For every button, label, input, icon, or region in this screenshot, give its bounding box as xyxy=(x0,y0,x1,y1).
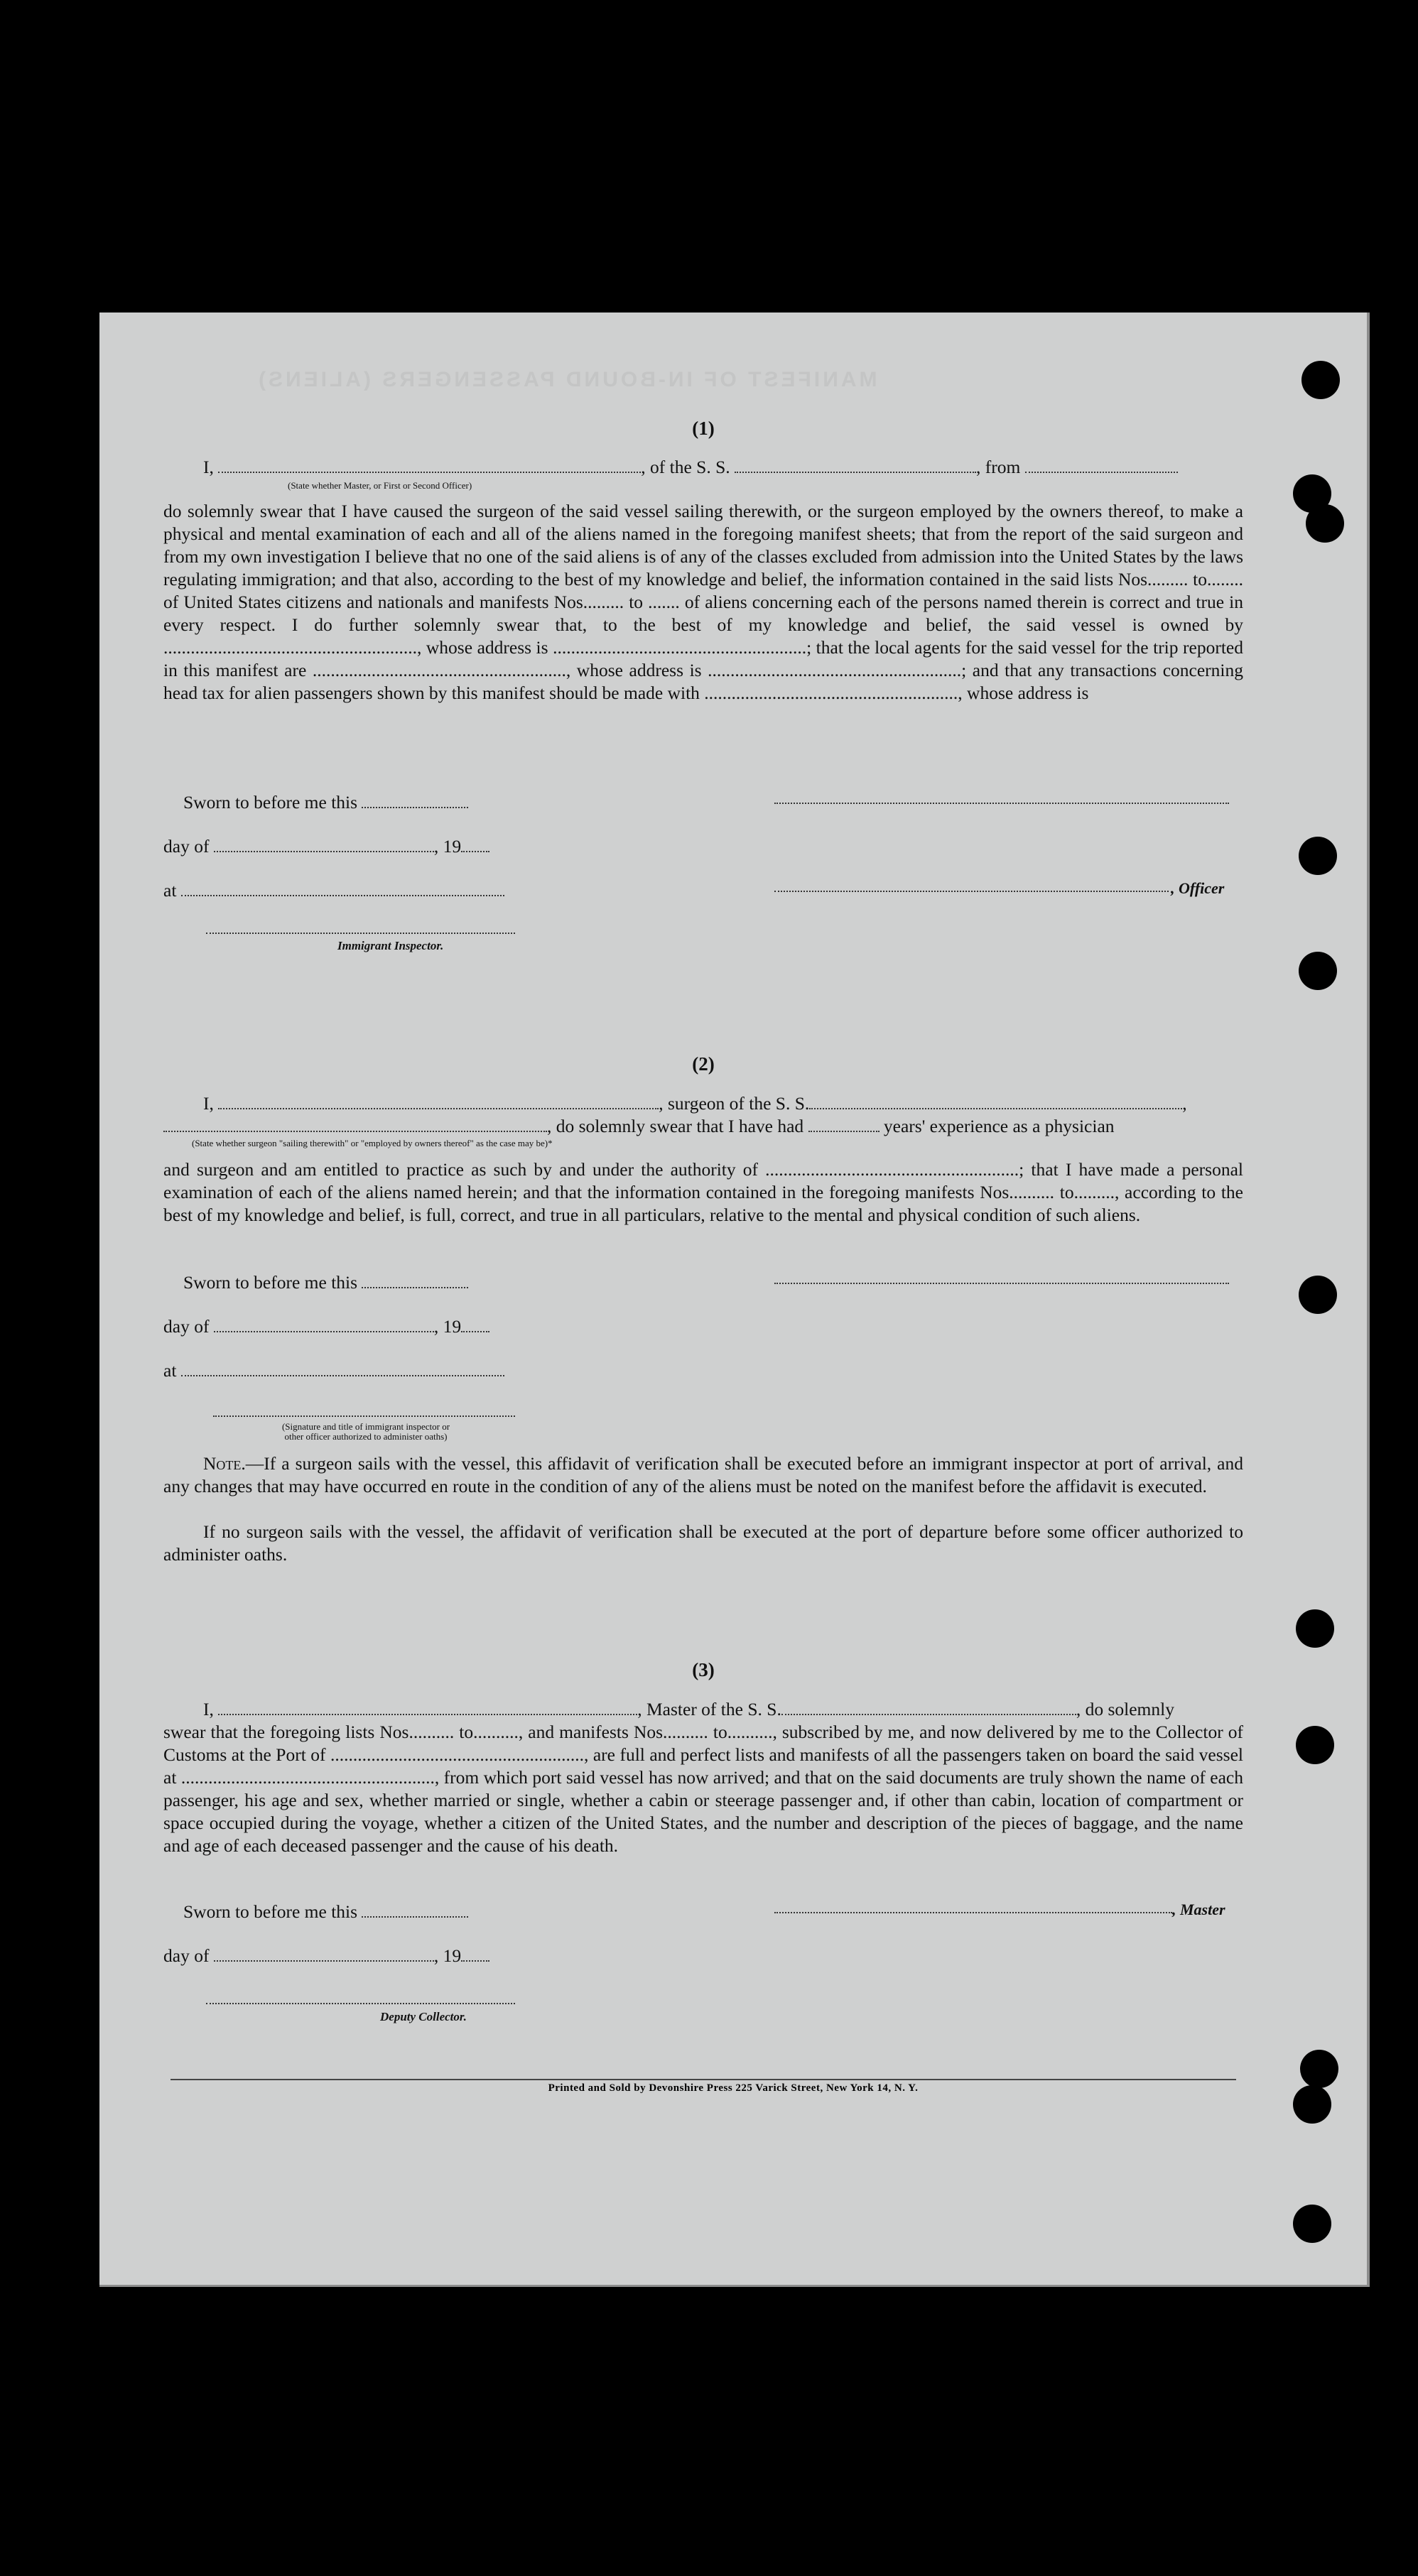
section-2-number: (2) xyxy=(692,1053,715,1075)
form-page xyxy=(99,313,1370,2287)
punch-hole xyxy=(1299,952,1337,990)
deputy-collector-caption: Deputy Collector. xyxy=(380,2010,467,2023)
punch-hole xyxy=(1300,2050,1338,2088)
footer-rule xyxy=(171,2079,1236,2080)
sworn-day-blank-1[interactable] xyxy=(362,793,468,808)
section-2-line-1: I, , surgeon of the S. S. , xyxy=(203,1093,1187,1114)
month-blank-1[interactable] xyxy=(214,837,434,852)
years-experience-blank[interactable] xyxy=(808,1116,880,1132)
section-1-oath-text: do solemnly swear that I have caused the surgeon of the said vessel sailing therewith, or the surgeon employed by the owners thereof, to make a physical and mental examination of each and all of the aliens named in the foregoing manifest sheets; that from the report of the said surgeon and from my own investigation I believe that no one of the said aliens is of any of the classes excluded from admission into the United States by the laws regulating immigration; and that also, according to the best of my knowledge and belief, the information contained in the said lists Nos......... to........ of United States citizens and nationals and manifests Nos......... to ....... of aliens concerning each of the persons named therein is correct and true in every respect. I do further solemnly swear that, to the best of my knowledge and belief, the said vessel is owned by ........................................................, whose address is ........................................................; that the local agents for the said vessel for the trip reported in this manifest are ........................................................, whose address is ........................................................; and that any transactions concerning head tax for alien passengers shown by this manifest should be made with ........................................................, whose address is xyxy=(163,501,1243,703)
officer-title-blank[interactable] xyxy=(218,457,641,473)
section-1-title-note: (State whether Master, or First or Second Officer) xyxy=(288,480,472,491)
month-blank-3[interactable] xyxy=(214,1946,434,1962)
officer-signature-line-1[interactable] xyxy=(774,803,1229,804)
surgeon-status-blank[interactable] xyxy=(163,1116,547,1132)
section-2-sworn: Sworn to before me this xyxy=(163,1271,468,1294)
section-2-day-of: day of , 19 xyxy=(163,1315,489,1338)
surgeon-signature-line[interactable] xyxy=(774,1283,1229,1284)
officer-signature-line-2[interactable] xyxy=(774,891,1169,892)
punch-hole xyxy=(1299,837,1337,875)
master-name-blank[interactable] xyxy=(218,1700,637,1715)
of-the-ss-label: , of the S. S. xyxy=(641,457,730,477)
punch-hole xyxy=(1293,2205,1331,2243)
signature-note-line-1: (Signature and title of immigrant inspector or xyxy=(281,1421,450,1432)
section-2-line-2: , do solemnly swear that I have had years' experience as a physician xyxy=(163,1115,1243,1138)
section-3-sworn: Sworn to before me this xyxy=(163,1901,468,1923)
sworn-day-blank-3[interactable] xyxy=(362,1902,468,1918)
bleed-through-header: MANIFEST OF IN-BOUND PASSENGERS (ALIENS) xyxy=(256,368,877,391)
signature-note-line-2: other officer authorized to administer oaths) xyxy=(284,1431,448,1442)
section-3-day-of: day of , 19 xyxy=(163,1945,489,1967)
printer-imprint: Printed and Sold by Devonshire Press 225 Varick Street, New York 14, N. Y. xyxy=(548,2082,919,2094)
section-1-sworn: Sworn to before me this xyxy=(163,791,468,814)
punch-hole xyxy=(1296,1609,1334,1648)
place-blank-1[interactable] xyxy=(181,881,504,896)
place-blank-2[interactable] xyxy=(181,1361,504,1376)
authorized-officer-signature-line[interactable] xyxy=(213,1415,515,1417)
sworn-day-blank-2[interactable] xyxy=(362,1273,468,1288)
officer-label: , Officer xyxy=(1171,879,1225,897)
month-blank-2[interactable] xyxy=(214,1317,434,1332)
section-3-oath-text: swear that the foregoing lists Nos.......... to.........., and manifests Nos.......... to.........., subscribed by me, and now delivered by me to the Collector of Customs at the Port of ........................................................, are full and perfect lists and manifests of all the passengers taken on board the said vessel at ........................................................, from which port said vessel has now arrived; and that on the said documents are truly shown the name of each passenger, his age and sex, whether married or single, whether a cabin or steerage passenger and, if other than cabin, location of compartment or space occupied during the voyage, whether a citizen of the United States, and the number and description of the pieces of baggage, and the name and age of each deceased passenger and the cause of his death. xyxy=(163,1722,1243,1856)
surgeon-vessel-blank[interactable] xyxy=(809,1094,1182,1109)
surgeon-note xyxy=(163,1452,1243,1498)
note-label: Note. xyxy=(203,1453,246,1474)
section-3-number: (3) xyxy=(692,1659,715,1680)
master-vessel-blank[interactable] xyxy=(781,1700,1076,1715)
section-1-number: (1) xyxy=(692,418,715,439)
section-2-at: at xyxy=(163,1359,504,1382)
punch-hole xyxy=(1299,1276,1337,1314)
inspector-signature-line[interactable] xyxy=(206,933,515,934)
immigrant-inspector-caption: Immigrant Inspector. xyxy=(337,939,444,952)
punch-hole xyxy=(1301,361,1340,399)
deputy-collector-signature-line[interactable] xyxy=(206,2003,515,2004)
punch-hole xyxy=(1296,1726,1334,1764)
master-label: , Master xyxy=(1172,1901,1225,1918)
vessel-name-blank[interactable] xyxy=(735,457,976,473)
year-blank-1[interactable] xyxy=(461,837,489,852)
section-1-at: at xyxy=(163,879,504,902)
section-1-line-1 xyxy=(163,456,1243,479)
surgeon-name-blank[interactable] xyxy=(218,1094,659,1109)
master-signature-line[interactable] xyxy=(774,1912,1172,1913)
section-2-surgeon-note: (State whether surgeon "sailing therewith" or "employed by owners thereof" as the case may be)* xyxy=(192,1138,553,1148)
from-label: , from xyxy=(976,457,1021,477)
year-blank-3[interactable] xyxy=(461,1946,489,1962)
section-1-prefix: I, xyxy=(203,457,214,477)
section-3-line-1: I, , Master of the S. S. , do solemnly xyxy=(203,1699,1174,1719)
surgeon-note-2: If no surgeon sails with the vessel, the affidavit of verification shall be executed at the port of departure before some officer authorized to administer oaths. xyxy=(163,1521,1243,1565)
from-port-blank[interactable] xyxy=(1025,457,1178,473)
punch-hole xyxy=(1306,504,1344,543)
year-blank-2[interactable] xyxy=(461,1317,489,1332)
punch-hole xyxy=(1293,2085,1331,2124)
note-text: —If a surgeon sails with the vessel, this affidavit of verification shall be executed before an immigrant inspector at port of arrival, and any changes that may have occurred en route in the condition of any of the aliens must be noted on the manifest before the affidavit is executed. xyxy=(163,1453,1243,1496)
section-2-oath-text: and surgeon and am entitled to practice as such by and under the authority of ........................................................; that I have made a personal examination of each of the aliens named herein; and that the information contained in the foregoing manifests Nos.......... to........., according to the best of my knowledge and belief, is full, correct, and true in all particulars, relative to the mental and physical condition of such aliens. xyxy=(163,1159,1243,1225)
section-1-day-of: day of , 19 xyxy=(163,835,489,858)
